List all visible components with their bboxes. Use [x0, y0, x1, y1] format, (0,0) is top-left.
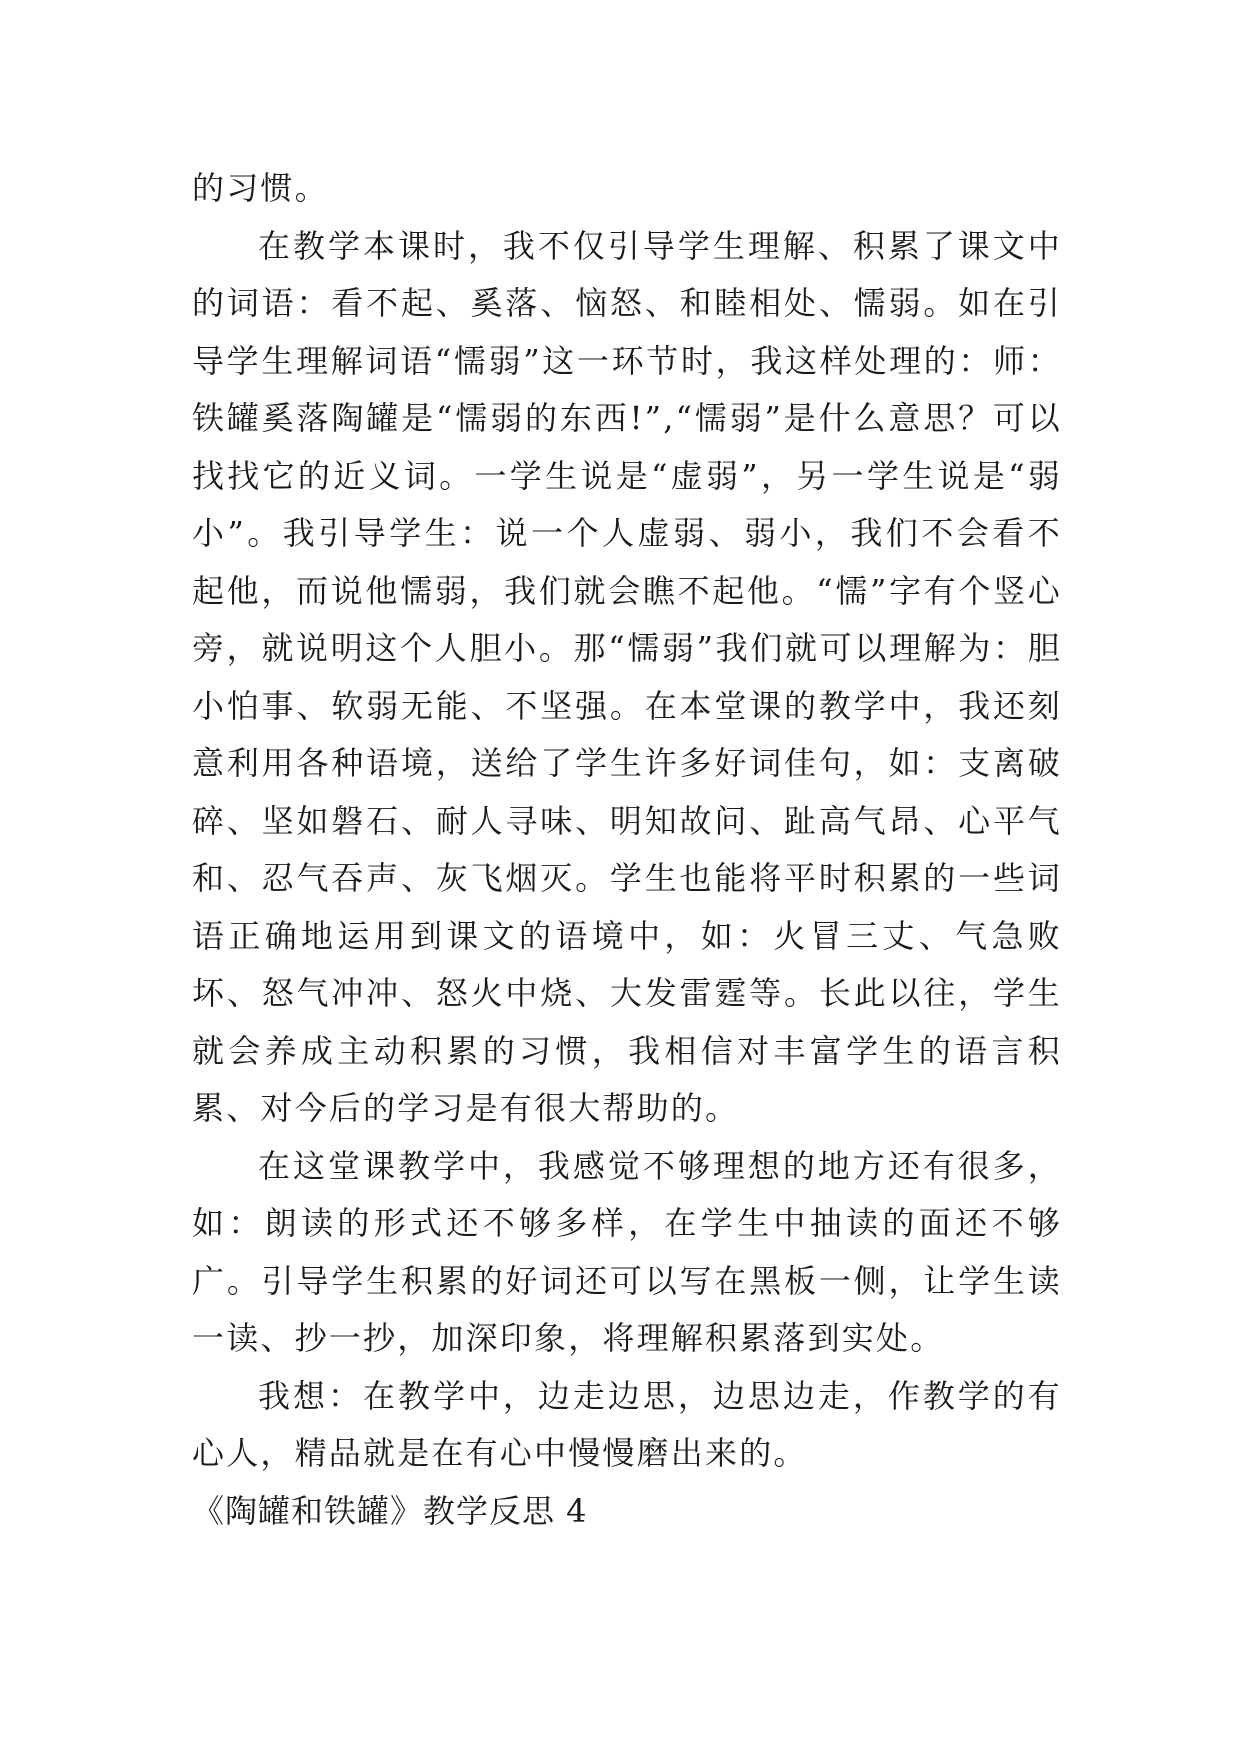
paragraph-continuation: 的习惯。: [192, 169, 329, 207]
paragraph-shortcomings: 在这堂课教学中，我感觉不够理想的地方还有很多，如：朗读的形式还不够多样，在学生中抽读的面还不够广。引导学生积累的好词还可以写在黑板一侧，让学生读一读、抄一抄，加深印象，将理解积累落到实处。: [192, 1146, 1062, 1357]
paragraph-reflection: 我想：在教学中，边走边思，边思边走，作教学的有心人，精品就是在有心中慢慢磨出来的。: [192, 1376, 1062, 1472]
section-title: 《陶罐和铁罐》教学反思 4: [192, 1491, 588, 1530]
document-body: [192, 160, 1062, 1540]
paragraph-vocabulary-teaching: 在教学本课时，我不仅引导学生理解、积累了课文中的词语：看不起、奚落、恼怒、和睦相处、懦弱。如在引导学生理解词语“懦弱”这一环节时，我这样处理的：师：铁罐奚落陶罐是“懦弱的东西!”,“懦弱”是什么意思？可以找找它的近义词。一学生说是“虚弱”，另一学生说是“弱小”。我引导学生：说一个人虚弱、弱小，我们不会看不起他，而说他懦弱，我们就会瞧不起他。“懦”字有个竖心旁，就说明这个人胆小。那“懦弱”我们就可以理解为：胆小怕事、软弱无能、不坚强。在本堂课的教学中，我还刻意利用各种语境，送给了学生许多好词佳句，如：支离破碎、坚如磐石、耐人寻味、明知故问、趾高气昂、心平气和、忍气吞声、灰飞烟灭。学生也能将平时积累的一些词语正确地运用到课文的语境中，如：火冒三丈、气急败坏、怒气冲冲、怒火中烧、大发雷霆等。长此以往，学生就会养成主动积累的习惯，我相信对丰富学生的语言积累、对今后的学习是有很大帮助的。: [192, 226, 1062, 1127]
